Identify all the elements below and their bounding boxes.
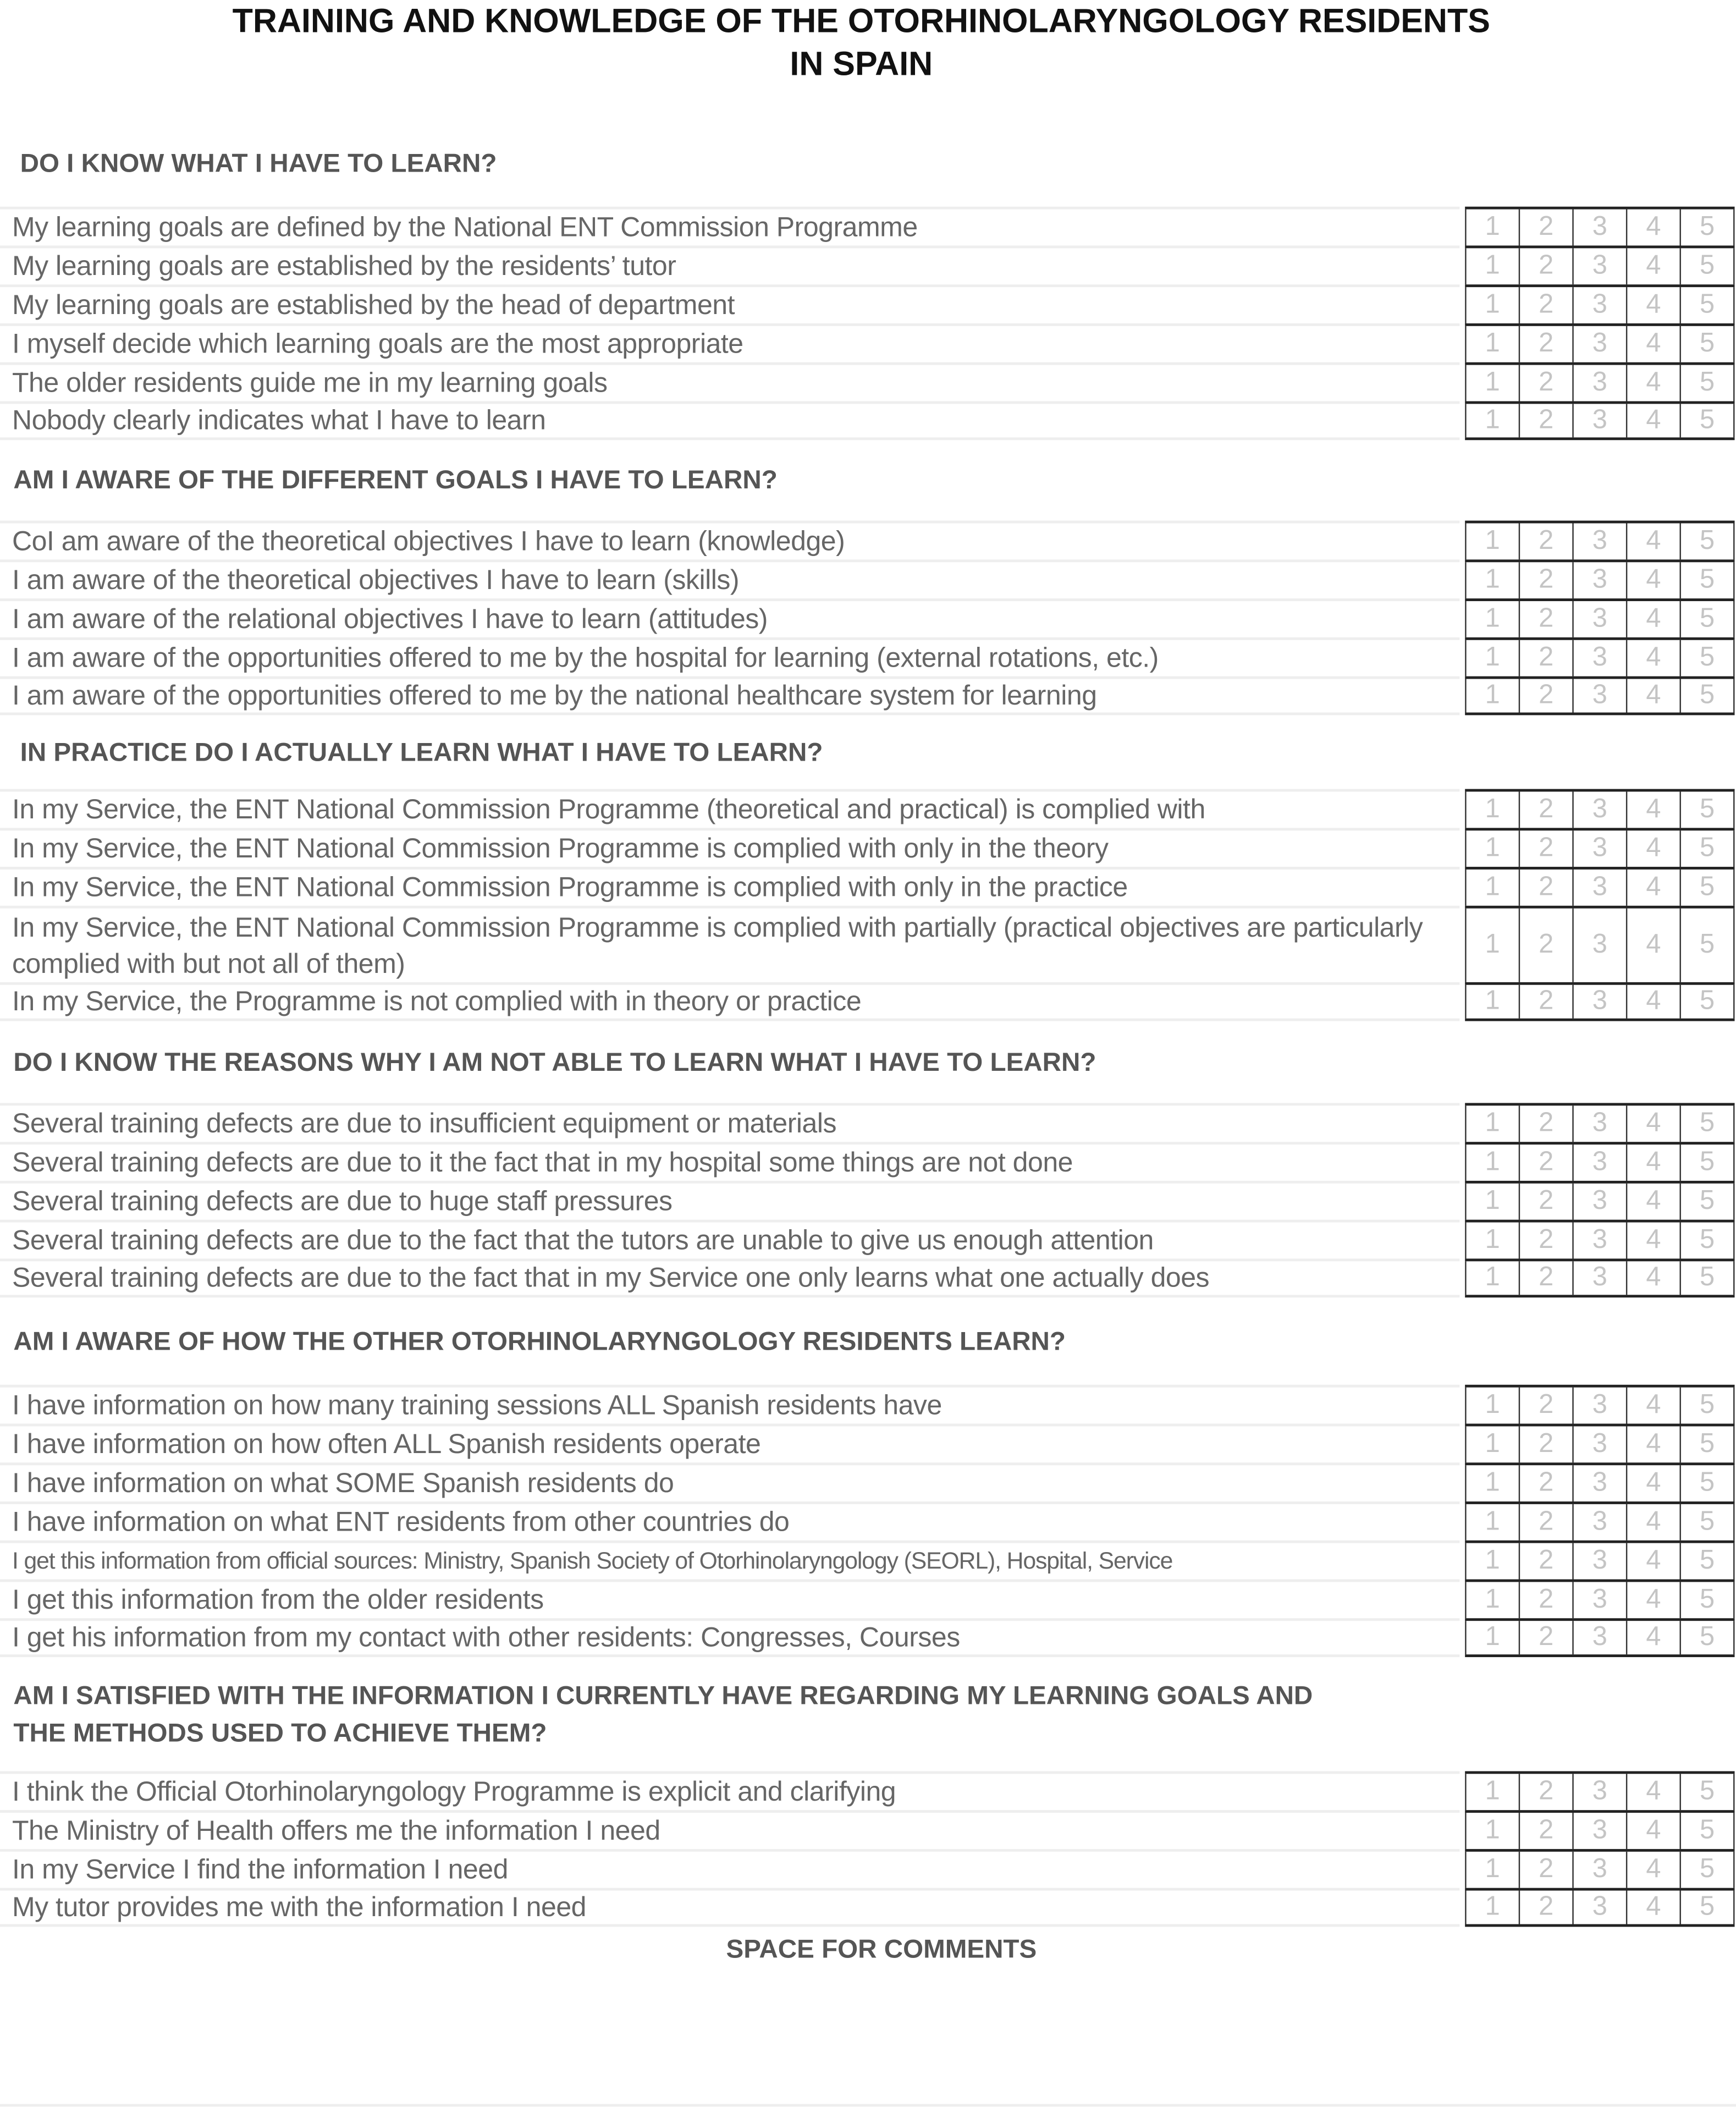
rating-option-1[interactable]: 1 xyxy=(1465,1504,1519,1541)
rating-option-2[interactable]: 2 xyxy=(1519,601,1573,637)
rating-option-5[interactable]: 5 xyxy=(1680,1426,1735,1462)
rating-scale xyxy=(1465,1618,1734,1657)
question-text: In my Service I find the information I need xyxy=(0,1849,1459,1888)
rating-option-2[interactable]: 2 xyxy=(1519,1582,1573,1618)
rating-option-1[interactable]: 1 xyxy=(1465,830,1519,867)
rating-option-3[interactable]: 3 xyxy=(1572,1426,1626,1462)
question-row xyxy=(0,284,1736,323)
question-row xyxy=(0,1462,1736,1501)
rating-scale xyxy=(1465,1462,1734,1501)
rating-option-1[interactable]: 1 xyxy=(1465,870,1519,906)
question-text: I get this information from official sources: Ministry, Spanish Society of Otorhinolaryngology (SEORL), Hospital, Service xyxy=(0,1541,1459,1580)
rating-option-1[interactable]: 1 xyxy=(1465,985,1519,1019)
rating-option-2[interactable]: 2 xyxy=(1519,1223,1573,1259)
section-1 xyxy=(0,121,1736,441)
rating-option-1[interactable]: 1 xyxy=(1465,1774,1519,1810)
rating-option-1[interactable]: 1 xyxy=(1465,1852,1519,1888)
question-row xyxy=(0,559,1736,598)
rating-option-1[interactable]: 1 xyxy=(1465,1184,1519,1220)
question-text: I myself decide which learning goals are the most appropriate xyxy=(0,323,1459,362)
rating-option-2[interactable]: 2 xyxy=(1519,1426,1573,1462)
rating-option-2[interactable]: 2 xyxy=(1519,1621,1573,1654)
question-row xyxy=(0,1541,1736,1580)
question-row xyxy=(0,637,1736,676)
rating-option-2[interactable]: 2 xyxy=(1519,326,1573,362)
question-row xyxy=(0,982,1736,1021)
rating-option-5[interactable]: 5 xyxy=(1680,1813,1735,1849)
rating-scale xyxy=(1465,1849,1734,1888)
rating-scale xyxy=(1465,1501,1734,1541)
rating-option-2[interactable]: 2 xyxy=(1519,791,1573,828)
rating-option-2[interactable]: 2 xyxy=(1519,640,1573,676)
question-list xyxy=(0,1385,1736,1657)
question-row xyxy=(0,1618,1736,1657)
question-text: Several training defects are due to huge staff pressures xyxy=(0,1181,1459,1220)
question-row xyxy=(0,1258,1736,1297)
rating-option-5[interactable]: 5 xyxy=(1680,365,1735,401)
rating-option-4[interactable]: 4 xyxy=(1626,1852,1680,1888)
rating-option-5[interactable]: 5 xyxy=(1680,1504,1735,1541)
rating-option-5[interactable]: 5 xyxy=(1680,404,1735,437)
rating-option-2[interactable]: 2 xyxy=(1519,210,1573,246)
rating-option-4[interactable]: 4 xyxy=(1626,562,1680,598)
rating-scale xyxy=(1465,1888,1734,1927)
rating-scale xyxy=(1465,789,1734,828)
rating-option-2[interactable]: 2 xyxy=(1519,523,1573,559)
rating-option-4[interactable]: 4 xyxy=(1626,679,1680,712)
rating-option-4[interactable]: 4 xyxy=(1626,870,1680,906)
rating-option-1[interactable]: 1 xyxy=(1465,1388,1519,1424)
rating-option-3[interactable]: 3 xyxy=(1572,1504,1626,1541)
rating-option-1[interactable]: 1 xyxy=(1465,1813,1519,1849)
rating-option-5[interactable]: 5 xyxy=(1680,1145,1735,1181)
question-text: I have information on what SOME Spanish residents do xyxy=(0,1462,1459,1501)
rating-option-2[interactable]: 2 xyxy=(1519,1813,1573,1849)
question-row xyxy=(0,1424,1736,1463)
rating-option-3[interactable]: 3 xyxy=(1572,287,1626,323)
question-text: In my Service, the ENT National Commission Programme is complied with only in the practice xyxy=(0,867,1459,906)
question-row xyxy=(0,521,1736,560)
question-text: I am aware of the opportunities offered to me by the national healthcare system for learning xyxy=(0,676,1459,716)
rating-option-2[interactable]: 2 xyxy=(1519,1774,1573,1810)
question-row xyxy=(0,1810,1736,1849)
rating-option-2[interactable]: 2 xyxy=(1519,870,1573,906)
section-3 xyxy=(0,715,1736,1021)
rating-option-4[interactable]: 4 xyxy=(1626,365,1680,401)
rating-option-2[interactable]: 2 xyxy=(1519,1543,1573,1580)
rating-option-4[interactable]: 4 xyxy=(1626,404,1680,437)
rating-option-1[interactable]: 1 xyxy=(1465,1145,1519,1181)
rating-option-4[interactable]: 4 xyxy=(1626,1504,1680,1541)
rating-option-1[interactable]: 1 xyxy=(1465,404,1519,437)
rating-option-2[interactable]: 2 xyxy=(1519,365,1573,401)
rating-option-3[interactable]: 3 xyxy=(1572,1184,1626,1220)
rating-option-1[interactable]: 1 xyxy=(1465,365,1519,401)
rating-option-5[interactable]: 5 xyxy=(1680,210,1735,246)
rating-option-5[interactable]: 5 xyxy=(1680,679,1735,712)
rating-option-3[interactable]: 3 xyxy=(1572,365,1626,401)
question-row xyxy=(0,323,1736,362)
rating-option-4[interactable]: 4 xyxy=(1626,909,1680,982)
rating-scale xyxy=(1465,284,1734,323)
rating-option-4[interactable]: 4 xyxy=(1626,1426,1680,1462)
question-row xyxy=(0,867,1736,906)
question-text: My learning goals are defined by the National ENT Commission Programme xyxy=(0,207,1459,246)
question-text: Several training defects are due to insufficient equipment or materials xyxy=(0,1103,1459,1142)
rating-option-5[interactable]: 5 xyxy=(1680,791,1735,828)
question-text: I get this information from the older residents xyxy=(0,1580,1459,1619)
rating-scale xyxy=(1465,323,1734,362)
rating-option-3[interactable]: 3 xyxy=(1572,1774,1626,1810)
rating-option-5[interactable]: 5 xyxy=(1680,1582,1735,1618)
question-row xyxy=(0,598,1736,637)
rating-option-5[interactable]: 5 xyxy=(1680,1891,1735,1924)
rating-option-4[interactable]: 4 xyxy=(1626,1543,1680,1580)
rating-scale xyxy=(1465,401,1734,440)
rating-option-1[interactable]: 1 xyxy=(1465,1223,1519,1259)
rating-scale xyxy=(1465,1580,1734,1619)
question-row xyxy=(0,1103,1736,1142)
rating-option-1[interactable]: 1 xyxy=(1465,791,1519,828)
rating-option-3[interactable]: 3 xyxy=(1572,909,1626,982)
rating-option-5[interactable]: 5 xyxy=(1680,909,1735,982)
rating-option-4[interactable]: 4 xyxy=(1626,1105,1680,1142)
rating-option-3[interactable]: 3 xyxy=(1572,870,1626,906)
rating-scale xyxy=(1465,867,1734,906)
question-text: In my Service, the ENT National Commission Programme is complied with only in the theory xyxy=(0,828,1459,867)
question-row xyxy=(0,1220,1736,1259)
question-row xyxy=(0,362,1736,401)
rating-option-5[interactable]: 5 xyxy=(1680,1223,1735,1259)
rating-option-4[interactable]: 4 xyxy=(1626,248,1680,284)
rating-option-4[interactable]: 4 xyxy=(1626,1388,1680,1424)
question-text: I get his information from my contact with other residents: Congresses, Courses xyxy=(0,1618,1459,1657)
rating-option-1[interactable]: 1 xyxy=(1465,1426,1519,1462)
title-line-2: IN SPAIN xyxy=(790,45,933,84)
question-list xyxy=(0,1103,1736,1297)
rating-option-3[interactable]: 3 xyxy=(1572,1813,1626,1849)
question-list xyxy=(0,207,1736,441)
rating-option-5[interactable]: 5 xyxy=(1680,640,1735,676)
rating-option-3[interactable]: 3 xyxy=(1572,1852,1626,1888)
question-text: I am aware of the opportunities offered to me by the hospital for learning (external rotations, etc.) xyxy=(0,637,1459,676)
rating-option-5[interactable]: 5 xyxy=(1680,1261,1735,1295)
rating-option-5[interactable]: 5 xyxy=(1680,1184,1735,1220)
question-text: CoI am aware of the theoretical objectives I have to learn (knowledge) xyxy=(0,521,1459,560)
rating-option-1[interactable]: 1 xyxy=(1465,248,1519,284)
question-text: The Ministry of Health offers me the information I need xyxy=(0,1810,1459,1849)
question-text: Several training defects are due to the fact that in my Service one only learns what one actually does xyxy=(0,1258,1459,1297)
question-row xyxy=(0,245,1736,284)
rating-option-3[interactable]: 3 xyxy=(1572,1223,1626,1259)
rating-option-2[interactable]: 2 xyxy=(1519,1261,1573,1295)
rating-option-4[interactable]: 4 xyxy=(1626,601,1680,637)
question-row xyxy=(0,1181,1736,1220)
rating-option-2[interactable]: 2 xyxy=(1519,1105,1573,1142)
question-row xyxy=(0,1501,1736,1541)
rating-option-4[interactable]: 4 xyxy=(1626,1774,1680,1810)
rating-option-3[interactable]: 3 xyxy=(1572,985,1626,1019)
section-heading: AM I AWARE OF HOW THE OTHER OTORHINOLARYNGOLOGY RESIDENTS LEARN? xyxy=(13,1326,1066,1356)
rating-option-3[interactable]: 3 xyxy=(1572,248,1626,284)
rating-option-4[interactable]: 4 xyxy=(1626,640,1680,676)
question-row xyxy=(0,828,1736,867)
question-text: The older residents guide me in my learning goals xyxy=(0,362,1459,401)
rating-option-1[interactable]: 1 xyxy=(1465,1582,1519,1618)
question-list xyxy=(0,1771,1736,1927)
question-row xyxy=(0,1849,1736,1888)
rating-scale xyxy=(1465,245,1734,284)
rating-option-3[interactable]: 3 xyxy=(1572,1105,1626,1142)
rating-scale xyxy=(1465,559,1734,598)
rating-option-4[interactable]: 4 xyxy=(1626,1465,1680,1501)
question-text: My learning goals are established by the residents’ tutor xyxy=(0,245,1459,284)
rating-scale xyxy=(1465,362,1734,401)
rating-option-5[interactable]: 5 xyxy=(1680,562,1735,598)
question-row xyxy=(0,1142,1736,1181)
rating-option-5[interactable]: 5 xyxy=(1680,1852,1735,1888)
rating-option-3[interactable]: 3 xyxy=(1572,1891,1626,1924)
rating-option-1[interactable]: 1 xyxy=(1465,326,1519,362)
rating-option-4[interactable]: 4 xyxy=(1626,1184,1680,1220)
rating-option-3[interactable]: 3 xyxy=(1572,404,1626,437)
question-text: In my Service, the Programme is not complied with in theory or practice xyxy=(0,982,1459,1021)
rating-option-1[interactable]: 1 xyxy=(1465,523,1519,559)
question-text: Nobody clearly indicates what I have to learn xyxy=(0,401,1459,440)
rating-option-2[interactable]: 2 xyxy=(1519,1145,1573,1181)
question-list xyxy=(0,789,1736,1021)
question-text: I have information on what ENT residents from other countries do xyxy=(0,1501,1459,1541)
comments-area-border xyxy=(0,2104,1736,2106)
question-text: In my Service, the ENT National Commission Programme is complied with partially (practical objectives are particularly complied with but not all of them) xyxy=(0,906,1459,982)
question-text: Several training defects are due to the fact that the tutors are unable to give us enough attention xyxy=(0,1220,1459,1259)
question-row xyxy=(0,906,1736,982)
rating-scale xyxy=(1465,598,1734,637)
rating-option-3[interactable]: 3 xyxy=(1572,601,1626,637)
rating-scale xyxy=(1465,637,1734,676)
question-text: My tutor provides me with the information I need xyxy=(0,1888,1459,1927)
rating-option-5[interactable]: 5 xyxy=(1680,1774,1735,1810)
section-2 xyxy=(0,440,1736,715)
rating-option-4[interactable]: 4 xyxy=(1626,1223,1680,1259)
rating-option-2[interactable]: 2 xyxy=(1519,1465,1573,1501)
rating-option-3[interactable]: 3 xyxy=(1572,1582,1626,1618)
rating-option-3[interactable]: 3 xyxy=(1572,830,1626,867)
rating-scale xyxy=(1465,1810,1734,1849)
rating-option-5[interactable]: 5 xyxy=(1680,287,1735,323)
rating-option-5[interactable]: 5 xyxy=(1680,985,1735,1019)
rating-scale xyxy=(1465,1103,1734,1142)
rating-option-4[interactable]: 4 xyxy=(1626,1621,1680,1654)
rating-option-1[interactable]: 1 xyxy=(1465,601,1519,637)
section-5 xyxy=(0,1297,1736,1657)
rating-option-3[interactable]: 3 xyxy=(1572,1465,1626,1501)
rating-option-5[interactable]: 5 xyxy=(1680,1105,1735,1142)
rating-option-4[interactable]: 4 xyxy=(1626,791,1680,828)
rating-option-4[interactable]: 4 xyxy=(1626,1813,1680,1849)
question-row xyxy=(0,207,1736,246)
rating-option-2[interactable]: 2 xyxy=(1519,1852,1573,1888)
rating-option-3[interactable]: 3 xyxy=(1572,562,1626,598)
rating-scale xyxy=(1465,676,1734,716)
rating-option-5[interactable]: 5 xyxy=(1680,830,1735,867)
rating-option-4[interactable]: 4 xyxy=(1626,523,1680,559)
rating-option-1[interactable]: 1 xyxy=(1465,640,1519,676)
document-title xyxy=(0,0,1736,86)
section-heading: AM I AWARE OF THE DIFFERENT GOALS I HAVE TO LEARN? xyxy=(13,465,778,496)
title-line-1: TRAINING AND KNOWLEDGE OF THE OTORHINOLARYNGOLOGY RESIDENTS xyxy=(232,2,1490,41)
rating-option-4[interactable]: 4 xyxy=(1626,1582,1680,1618)
rating-option-3[interactable]: 3 xyxy=(1572,1261,1626,1295)
rating-option-4[interactable]: 4 xyxy=(1626,985,1680,1019)
rating-option-2[interactable]: 2 xyxy=(1519,248,1573,284)
rating-scale xyxy=(1465,1220,1734,1259)
rating-scale xyxy=(1465,1541,1734,1580)
sections xyxy=(0,121,1736,1927)
question-text: My learning goals are established by the head of department xyxy=(0,284,1459,323)
question-row xyxy=(0,676,1736,716)
rating-option-5[interactable]: 5 xyxy=(1680,326,1735,362)
rating-option-2[interactable]: 2 xyxy=(1519,830,1573,867)
comments-heading: SPACE FOR COMMENTS xyxy=(726,1935,1037,1965)
rating-scale xyxy=(1465,906,1734,982)
rating-option-5[interactable]: 5 xyxy=(1680,1388,1735,1424)
rating-option-2[interactable]: 2 xyxy=(1519,287,1573,323)
rating-scale xyxy=(1465,1142,1734,1181)
rating-option-1[interactable]: 1 xyxy=(1465,1105,1519,1142)
rating-option-1[interactable]: 1 xyxy=(1465,1543,1519,1580)
rating-scale xyxy=(1465,207,1734,246)
rating-option-2[interactable]: 2 xyxy=(1519,1504,1573,1541)
question-list xyxy=(0,521,1736,716)
rating-option-3[interactable]: 3 xyxy=(1572,1543,1626,1580)
rating-option-2[interactable]: 2 xyxy=(1519,1388,1573,1424)
rating-option-3[interactable]: 3 xyxy=(1572,679,1626,712)
rating-option-4[interactable]: 4 xyxy=(1626,326,1680,362)
rating-option-1[interactable]: 1 xyxy=(1465,909,1519,982)
rating-option-3[interactable]: 3 xyxy=(1572,1621,1626,1654)
rating-option-2[interactable]: 2 xyxy=(1519,679,1573,712)
rating-option-1[interactable]: 1 xyxy=(1465,1891,1519,1924)
rating-scale xyxy=(1465,1771,1734,1810)
question-text: I am aware of the theoretical objectives I have to learn (skills) xyxy=(0,559,1459,598)
rating-option-1[interactable]: 1 xyxy=(1465,679,1519,712)
rating-option-3[interactable]: 3 xyxy=(1572,791,1626,828)
section-4 xyxy=(0,1021,1736,1298)
rating-option-3[interactable]: 3 xyxy=(1572,1145,1626,1181)
question-row xyxy=(0,1580,1736,1619)
question-row xyxy=(0,1385,1736,1424)
question-row xyxy=(0,1888,1736,1927)
question-text: I have information on how often ALL Spanish residents operate xyxy=(0,1424,1459,1463)
rating-option-3[interactable]: 3 xyxy=(1572,210,1626,246)
section-heading: DO I KNOW THE REASONS WHY I AM NOT ABLE TO LEARN WHAT I HAVE TO LEARN? xyxy=(13,1047,1096,1077)
section-heading: DO I KNOW WHAT I HAVE TO LEARN? xyxy=(20,148,497,179)
rating-option-1[interactable]: 1 xyxy=(1465,1261,1519,1295)
question-row xyxy=(0,1771,1736,1810)
rating-option-5[interactable]: 5 xyxy=(1680,1621,1735,1654)
rating-option-5[interactable]: 5 xyxy=(1680,870,1735,906)
rating-scale xyxy=(1465,1181,1734,1220)
question-row xyxy=(0,401,1736,440)
rating-option-2[interactable]: 2 xyxy=(1519,404,1573,437)
rating-option-1[interactable]: 1 xyxy=(1465,1621,1519,1654)
question-text: Several training defects are due to it the fact that in my hospital some things are not done xyxy=(0,1142,1459,1181)
rating-option-4[interactable]: 4 xyxy=(1626,1145,1680,1181)
rating-option-1[interactable]: 1 xyxy=(1465,562,1519,598)
question-text: I have information on how many training sessions ALL Spanish residents have xyxy=(0,1385,1459,1424)
rating-option-5[interactable]: 5 xyxy=(1680,601,1735,637)
rating-option-3[interactable]: 3 xyxy=(1572,523,1626,559)
rating-option-2[interactable]: 2 xyxy=(1519,1891,1573,1924)
rating-option-3[interactable]: 3 xyxy=(1572,326,1626,362)
rating-option-4[interactable]: 4 xyxy=(1626,1891,1680,1924)
rating-option-3[interactable]: 3 xyxy=(1572,640,1626,676)
question-text: I think the Official Otorhinolaryngology Programme is explicit and clarifying xyxy=(0,1771,1459,1810)
question-row xyxy=(0,789,1736,828)
rating-option-2[interactable]: 2 xyxy=(1519,909,1573,982)
rating-option-4[interactable]: 4 xyxy=(1626,210,1680,246)
rating-option-1[interactable]: 1 xyxy=(1465,1465,1519,1501)
rating-scale xyxy=(1465,1258,1734,1297)
rating-option-1[interactable]: 1 xyxy=(1465,210,1519,246)
rating-option-4[interactable]: 4 xyxy=(1626,287,1680,323)
section-heading: AM I SATISFIED WITH THE INFORMATION I CURRENTLY HAVE REGARDING MY LEARNING GOALS AND THE METHODS USED TO ACHIEVE THEM? xyxy=(13,1680,1313,1748)
rating-option-5[interactable]: 5 xyxy=(1680,248,1735,284)
rating-option-5[interactable]: 5 xyxy=(1680,1465,1735,1501)
rating-scale xyxy=(1465,521,1734,560)
rating-option-2[interactable]: 2 xyxy=(1519,985,1573,1019)
rating-scale xyxy=(1465,828,1734,867)
rating-option-5[interactable]: 5 xyxy=(1680,523,1735,559)
rating-option-4[interactable]: 4 xyxy=(1626,830,1680,867)
rating-option-5[interactable]: 5 xyxy=(1680,1543,1735,1580)
rating-option-4[interactable]: 4 xyxy=(1626,1261,1680,1295)
section-heading: IN PRACTICE DO I ACTUALLY LEARN WHAT I HAVE TO LEARN? xyxy=(20,737,823,767)
rating-option-2[interactable]: 2 xyxy=(1519,562,1573,598)
question-text: In my Service, the ENT National Commission Programme (theoretical and practical) is complied with xyxy=(0,789,1459,828)
rating-scale xyxy=(1465,982,1734,1021)
question-text: I am aware of the relational objectives I have to learn (attitudes) xyxy=(0,598,1459,637)
rating-option-3[interactable]: 3 xyxy=(1572,1388,1626,1424)
rating-option-2[interactable]: 2 xyxy=(1519,1184,1573,1220)
rating-scale xyxy=(1465,1385,1734,1424)
section-6 xyxy=(0,1657,1736,1927)
rating-option-1[interactable]: 1 xyxy=(1465,287,1519,323)
rating-scale xyxy=(1465,1424,1734,1463)
